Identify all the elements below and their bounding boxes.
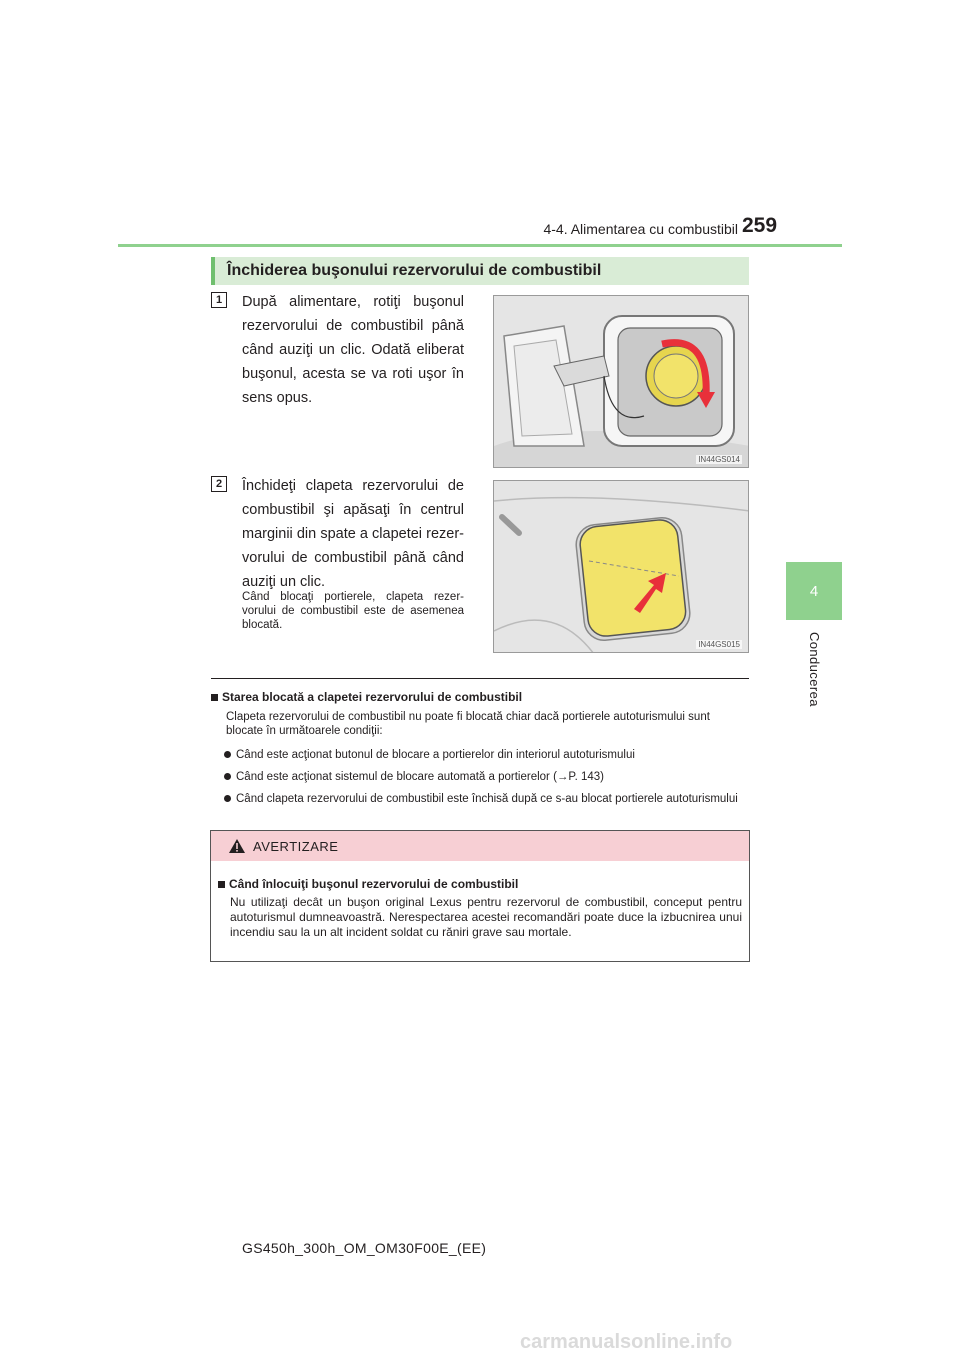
step-1-text: După alimentare, rotiţi buşonul rezervorului de combustibil până când auziţi un clic. Odată eliberat buşonul, acesta se va roti uşor în sens opus. (242, 294, 464, 406)
step-2-note: Când blocaţi portierele, clapeta rezer-vorului de combustibil este de asemenea blocată. (242, 591, 464, 631)
section-title: Închiderea buşonului rezervorului de combustibil (211, 257, 749, 285)
warning-body: Nu utilizaţi decât un buşon original Lexus pentru rezervorul de combustibil, conceput pentru autoturismul dumneavoastră. Nerespectarea acestei recomandări poate duce la izbucnirea unui incendiu sau la un alt incident soldat cu răniri grave sau mortale. (230, 895, 742, 939)
figure-code: IN44GS015 (698, 640, 740, 649)
header-rule (118, 244, 842, 247)
chapter-tab-label: Conducerea (807, 632, 822, 707)
square-bullet-icon (211, 694, 218, 701)
notes-intro: Clapeta rezervorului de combustibil nu poate fi blocată chiar dacă portierele autoturismului sunt blocate în următoarele condiţii: (226, 711, 710, 737)
watermark: carmanualsonline.info (520, 1331, 733, 1353)
notes-title: Starea blocată a clapetei rezervorului de combustibil (211, 690, 522, 704)
figure-fuel-cap (493, 295, 749, 468)
notes-bullet: Când este acţionat sistemul de blocare automată a portierelor (→P. 143) (224, 770, 750, 784)
figure-fuel-door (493, 480, 749, 653)
notes-bullet: Când clapeta rezervorului de combustibil este închisă după ce s-au blocat portierele autoturismului (224, 792, 750, 806)
page-number: 259 (742, 214, 778, 237)
divider (211, 678, 749, 679)
bullet-icon (224, 751, 231, 758)
warning-box (210, 830, 750, 962)
figure-code: IN44GS014 (698, 455, 740, 464)
step-2-number: 2 (211, 476, 227, 492)
notes-bullet: Când este acţionat butonul de blocare a portierelor din interiorul autoturismului (224, 748, 750, 762)
warning-header (211, 831, 749, 861)
warning-subtitle: Când înlocuiţi buşonul rezervorului de combustibil (218, 877, 518, 891)
step-1-number: 1 (211, 292, 227, 308)
square-bullet-icon (218, 881, 225, 888)
bullet-icon (224, 773, 231, 780)
chapter-tab-number: 4 (786, 562, 842, 620)
fuel-cap-illustration (494, 296, 749, 468)
step-2-text: Închideţi clapeta rezervorului de combustibil şi apăsaţi în centrul marginii din spate a clapetei rezer-vorului de combustibil până când auziţi un clic. (242, 478, 464, 590)
warning-icon (229, 839, 245, 853)
warning-heading: AVERTIZARE (253, 838, 339, 854)
bullet-icon (224, 795, 231, 802)
header-title: 4-4. Alimentarea cu combustibil (543, 221, 738, 237)
footer-code: GS450h_300h_OM_OM30F00E_(EE) (242, 1240, 487, 1256)
fuel-door-illustration (494, 481, 749, 653)
